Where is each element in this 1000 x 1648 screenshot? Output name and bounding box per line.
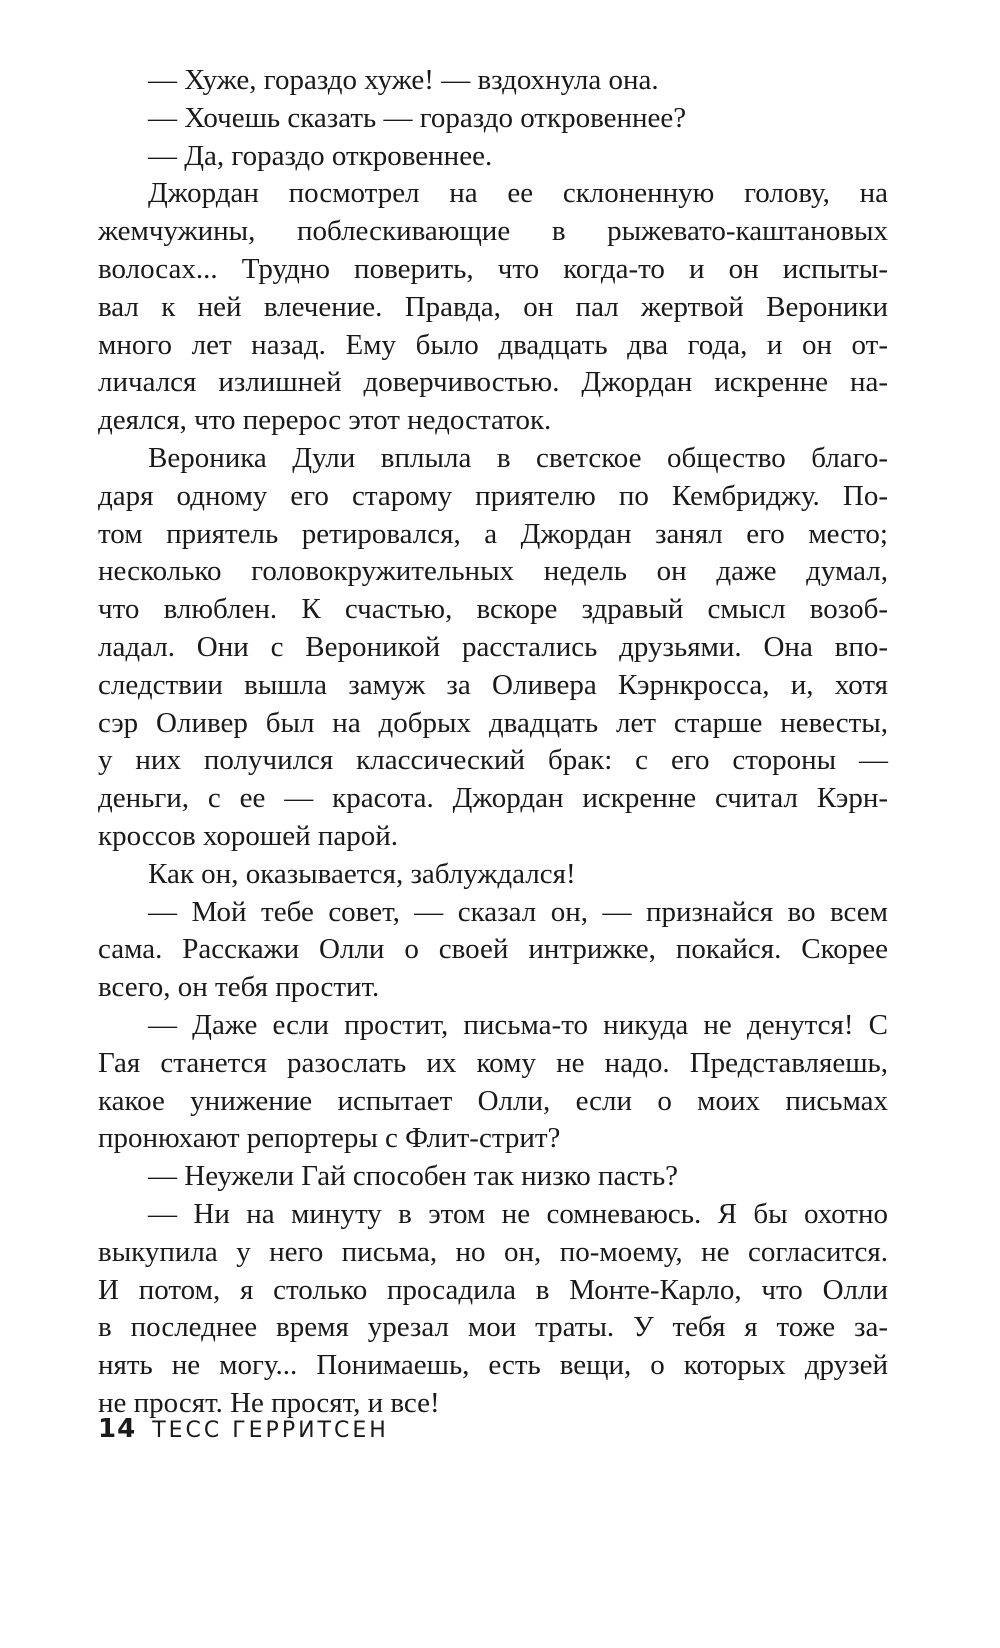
- text-line: сама. Расскажи Олли о своей интрижке, покайся. Скорее: [98, 933, 888, 966]
- text-line: Как он, оказывается, заблуждался!: [148, 857, 576, 890]
- text-line: что влюблен. К счастью, вскоре здравый смысл возоб-: [98, 593, 888, 626]
- text-line: не просят. Не просят, и все!: [98, 1386, 440, 1419]
- text-line: у них получился классический брак: с его стороны —: [98, 744, 888, 777]
- text-line: много лет назад. Ему было двадцать два года, и он от-: [98, 328, 888, 361]
- running-title: ТЕСС ГЕРРИТСЕН: [152, 1418, 389, 1443]
- text-line: кроссов хорошей парой.: [98, 819, 399, 852]
- text-line: волосах... Трудно поверить, что когда-то и он испыты-: [98, 252, 888, 285]
- text-line: нять не могу... Понимаешь, есть вещи, о которых друзей: [98, 1349, 888, 1382]
- text-line: Вероника Дули вплыла в светское общество благо-: [148, 441, 888, 474]
- text-line: жемчужины, поблескивающие в рыжевато-каштановых: [98, 215, 888, 248]
- text-line: вал к ней влечение. Правда, он пал жертвой Вероники: [98, 290, 888, 323]
- text-line: несколько головокружительных недель он даже думал,: [98, 555, 888, 588]
- text-line: деньги, с ее — красота. Джордан искренне считал Кэрн-: [98, 782, 888, 815]
- text-line: том приятель ретировался, а Джордан занял его место;: [98, 517, 888, 550]
- page-number: 14: [98, 1414, 137, 1444]
- text-line: ладал. Они с Вероникой расстались друзьями. Она впо-: [98, 630, 888, 663]
- text-line: в последнее время урезал мои траты. У тебя я тоже за-: [98, 1311, 888, 1344]
- text-line: Джордан посмотрел на ее склоненную голову, на: [148, 177, 888, 210]
- text-line: — Даже если простит, письма-то никуда не денутся! С: [148, 1008, 888, 1041]
- text-line: даря одному его старому приятелю по Кембриджу. По-: [98, 479, 888, 512]
- text-line: — Неужели Гай способен так низко пасть?: [148, 1160, 679, 1193]
- text-line: пронюхают репортеры с Флит-стрит?: [98, 1122, 561, 1155]
- text-line: выкупила у него письма, но он, по-моему, не согласится.: [98, 1235, 888, 1268]
- text-line: какое унижение испытает Олли, если о моих письмах: [98, 1084, 888, 1117]
- text-line: И потом, я столько просадила в Монте-Карло, что Олли: [98, 1273, 888, 1306]
- text-line: — Мой тебе совет, — сказал он, — признайся во всем: [148, 895, 888, 928]
- text-line: Гая станется разослать их кому не надо. Представляешь,: [98, 1046, 888, 1079]
- text-line: — Хочешь сказать — гораздо откровеннее?: [148, 101, 687, 134]
- body-text: [98, 62, 888, 1423]
- text-line: личался излишней доверчивостью. Джордан искренне на-: [98, 366, 888, 399]
- text-line: — Да, гораздо откровеннее.: [148, 139, 493, 172]
- text-line: — Хуже, гораздо хуже! — вздохнула она.: [148, 64, 659, 96]
- text-line: следствии вышла замуж за Оливера Кэрнкросса, и, хотя: [98, 668, 888, 701]
- text-line: всего, он тебя простит.: [98, 971, 380, 1004]
- page-footer: [98, 1414, 389, 1444]
- text-line: — Ни на минуту в этом не сомневаюсь. Я бы охотно: [148, 1197, 888, 1230]
- text-line: деялся, что перерос этот недостаток.: [98, 404, 552, 437]
- text-line: сэр Оливер был на добрых двадцать лет старше невесты,: [98, 706, 888, 739]
